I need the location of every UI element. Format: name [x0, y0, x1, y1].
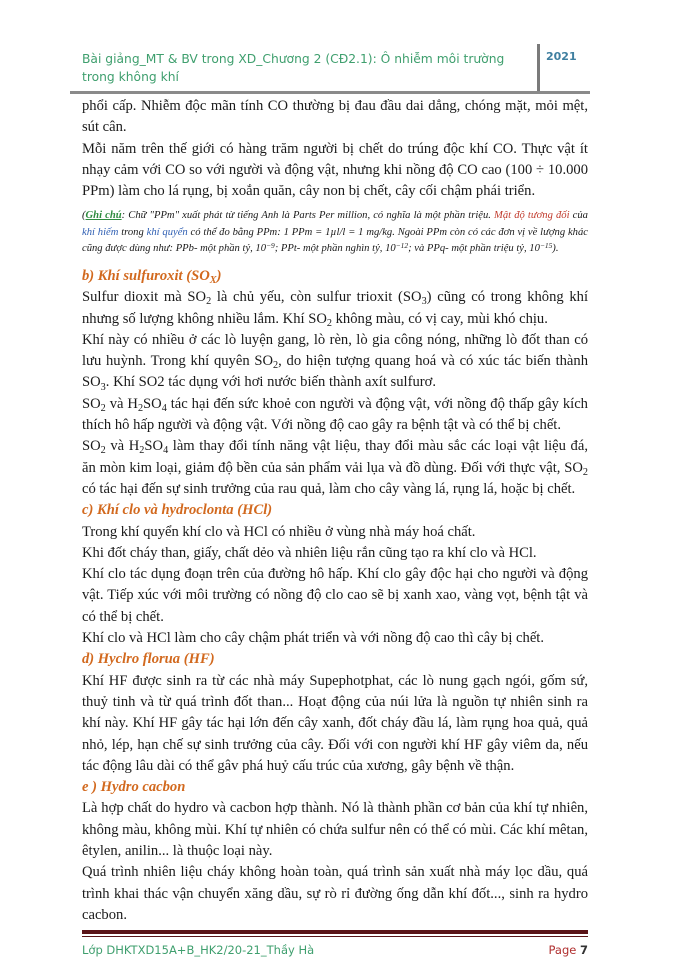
- text-run: 3: [100, 381, 106, 393]
- header-year: 2021: [546, 50, 577, 63]
- text-run: ; và PPq- một phần triệu tỷ, 10: [408, 243, 540, 255]
- text-run: : Chữ "PPm" xuất phát từ tiếng Anh là Parts Per million, có nghĩa là một phần triệu.: [121, 210, 495, 222]
- text-run: Mỗi năm trên thế giới có hàng trăm người bị chết do trúng độc khí CO. Thực vật ít nhạy cảm với CO so với người và động vật, nhưng khi nồng độ CO cao (100 ÷ 10.000 PPm) làm cho lá rụng, bị xoắn quăn, cây non bị chết, cây cối chậm phái triển.: [82, 140, 588, 200]
- text-run: d) Hyclro florua (HF): [82, 651, 215, 668]
- text-run: Trong khí quyển khí clo và HCl có nhiều ở vùng nhà máy hoá chất.: [82, 523, 476, 540]
- text-run: 2: [137, 402, 144, 414]
- text-run: không màu, có vị cay, mùi khó chịu.: [331, 310, 548, 327]
- text-run: e ) Hydro cacbon: [82, 779, 186, 796]
- footer-rule-thin: [82, 936, 588, 937]
- text-run: Là hợp chất do hydro và cacbon hợp thành. Nó là thành phần cơ bản của khí tự nhiên, không màu, không mùi. Khí tự nhiên có chứa sulfur nên có thể có mùi. Các khí mêtan, êtylen, anilin... là thuộc loại này.: [82, 800, 588, 859]
- text-run: . Khí SO2 tác dụng với hơi nước biến thành axít sulfurơ.: [105, 374, 436, 391]
- header-divider: [537, 44, 540, 94]
- text-run: Ghi chú: [85, 210, 122, 222]
- text-run: 2: [206, 296, 212, 308]
- text-run: Khí này có nhiều ở các lò luyện gang, lò rèn, lò gia công nóng, những lò đốt than có lưu huỳnh. Trong khí quyên SO: [82, 331, 588, 370]
- text-run: là chủ yếu, còn sulfur trioxit (SO: [211, 289, 422, 306]
- text-run: 2: [582, 466, 588, 478]
- text-run: 2: [326, 317, 332, 329]
- text-run: SO: [144, 438, 164, 455]
- body-paragraph: [82, 564, 588, 628]
- text-run: c) Khí clo và hydroclonta (HCl): [82, 502, 273, 519]
- body-paragraph: [82, 394, 588, 437]
- text-run: X: [209, 275, 217, 287]
- text-run: và H: [105, 395, 138, 412]
- text-run: Mật độ tương đối: [494, 210, 570, 222]
- note-paragraph: [82, 208, 588, 258]
- page-footer: [82, 942, 588, 958]
- text-run: 2: [139, 445, 145, 457]
- text-run: ): [216, 267, 222, 284]
- text-run: ; PPt- một phần nghìn tỷ, 10: [274, 243, 396, 255]
- body-paragraph: [82, 139, 588, 203]
- text-run: có tác hại đến sự sinh trưởng của rau quả, làm cho cây vàng lá, rụng lá, hoặc bị chết.: [82, 480, 576, 497]
- text-run: b) Khí sulfuroxit (SO: [82, 267, 210, 284]
- text-run: khí quyển: [146, 226, 188, 238]
- text-run: −9: [266, 241, 275, 251]
- text-run: 2: [273, 360, 279, 372]
- text-run: tác hại đến sức khoẻ con người và động vật, với nồng độ thấp gây kích thích hô hấp người và động vật. Với nồng độ cao gây ra bệnh tật và có thể bị chết.: [82, 395, 588, 434]
- text-run: −15: [539, 241, 553, 251]
- body-paragraph: [82, 543, 588, 564]
- document-body: [82, 96, 588, 926]
- text-run: 2: [100, 445, 106, 457]
- text-run: trong: [118, 226, 147, 238]
- text-run: làm thay đổi tính năng vật liệu, thay đổi màu sắc các loại vật liệu đá, ăn mòn kim loại, giảm độ bền của sản phẩm vải lụa và đồ dùng. Đối với thực vật, SO: [82, 438, 588, 476]
- page-number: [548, 942, 588, 958]
- footer-rule: [82, 930, 588, 934]
- body-paragraph: [82, 628, 588, 649]
- section-heading: [82, 649, 588, 670]
- text-run: 2: [100, 402, 106, 414]
- footer-class-label: Lớp DHKTXD15A+B_HK2/20-21_Thầy Hà: [82, 943, 315, 958]
- body-paragraph: [82, 287, 588, 330]
- page-label: Page: [548, 943, 577, 958]
- text-run: và H: [105, 438, 140, 455]
- text-run: (: [82, 210, 86, 222]
- text-run: phổi cấp. Nhiễm độc mãn tính CO thường bị đau đầu dai dẳng, chóng mặt, mỏi mệt, sút cân.: [82, 98, 588, 136]
- text-run: Quá trình nhiên liệu cháy không hoàn toàn, quá trình sản xuất nhà máy lọc dầu, quá trình khai thác vận chuyển xăng dầu, sự rò rỉ đường ống dẫn khí đốt..., sinh ra hydro cacbon.: [82, 864, 588, 923]
- text-run: , do hiện tượng quang hoá và có xúc tác biến thành SO: [82, 353, 588, 391]
- text-run: 4: [163, 445, 169, 457]
- page-header-title: Bài giảng_MT & BV trong XD_Chương 2 (CĐ2.1): Ô nhiễm môi trường trong không khí: [82, 52, 505, 84]
- section-heading: [82, 500, 588, 521]
- page-content: [82, 96, 588, 978]
- body-paragraph: [82, 522, 588, 543]
- text-run: −12: [395, 241, 409, 251]
- text-run: khí hiếm: [82, 226, 119, 238]
- body-paragraph: [82, 436, 588, 500]
- section-heading: [82, 777, 588, 798]
- text-run: có thể đo bằng PPm: 1 PPm = 1µl/l = 1 mg/kg. Ngoài PPm còn có các đơn vị về lượng khác cũng được dùng như: PPb- một phần tỷ, 10: [82, 226, 588, 255]
- body-paragraph: [82, 862, 588, 926]
- text-run: ).: [552, 243, 559, 255]
- text-run: Khí clo tác dụng đoạn trên của đường hô hấp. Khí clo gây độc hại cho người và động vật. Tiếp xúc với môi trường có nồng độ clo cao sẽ bị xanh xao, vàng vọt, bệnh tật và có thể bị chết.: [82, 566, 588, 625]
- body-paragraph: [82, 671, 588, 777]
- text-run: ) cũng có trong không khí nhưng số lượng không nhiều lắm. Khí SO: [82, 289, 589, 327]
- text-run: Sulfur dioxit mà SO: [82, 289, 207, 306]
- section-heading: [82, 266, 588, 287]
- page-number-value: 7: [579, 943, 588, 958]
- header-rule: [70, 91, 590, 94]
- text-run: Khi đốt cháy than, giấy, chất dẻo và nhiên liệu rắn cũng tạo ra khí clo và HCl.: [82, 544, 537, 561]
- text-run: Khí HF được sinh ra từ các nhà máy Supephotphat, các lò nung gạch ngói, gốm sứ, thuỷ tinh và từ quá trình đốt than... Hoạt động của núi lửa là nguồn tự nhiên sinh ra khí này. Khí HF gây tác hại lớn đến cây xanh, đốt cháy đầu lá, làm rụng hoa quả, quả nhỏ, lép, hạn chế sự sinh trưởng của cây. Đối với con người khí HF gây viêm da, nếu tác động lâu dài có thể gâv phá huỷ cấu trúc của xương, gây bệnh về thận.: [82, 672, 588, 774]
- text-run: của: [569, 210, 588, 222]
- body-paragraph: [82, 96, 588, 139]
- text-run: SO: [82, 395, 101, 412]
- text-run: 4: [161, 402, 167, 414]
- body-paragraph: [82, 330, 588, 394]
- body-paragraph: [82, 798, 588, 862]
- text-run: 3: [421, 296, 427, 308]
- text-run: SO: [82, 438, 101, 455]
- text-run: SO: [143, 395, 162, 412]
- text-run: Khí clo và HCl làm cho cây chậm phát triển và với nồng độ cao thì cây bị chết.: [82, 630, 545, 647]
